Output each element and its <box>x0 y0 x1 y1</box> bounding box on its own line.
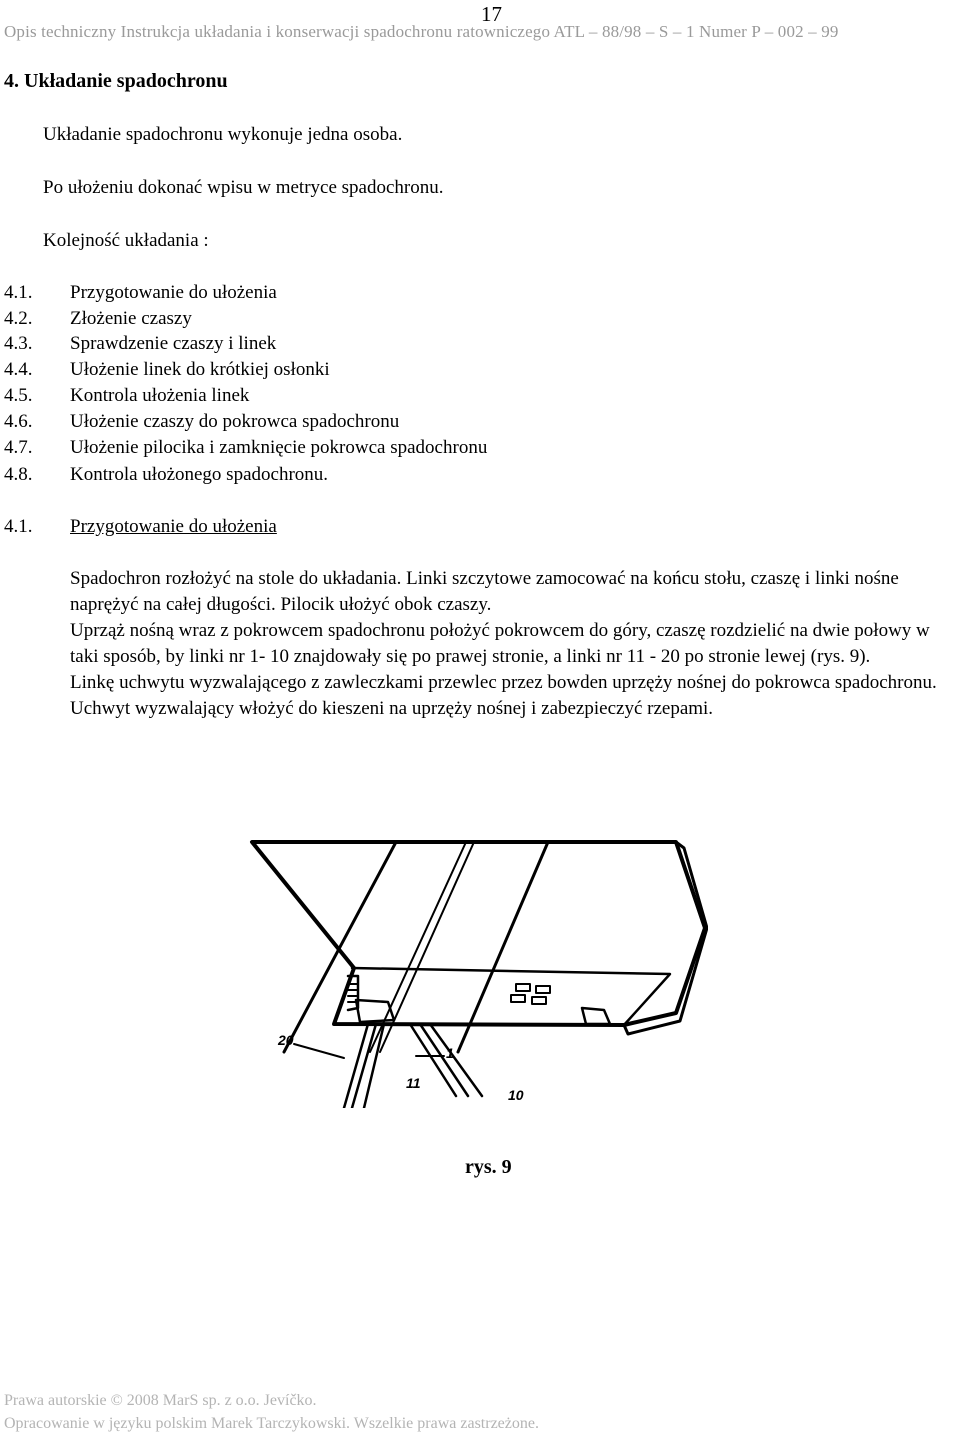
subsection-title: Przygotowanie do ułożenia <box>70 516 277 537</box>
footer-copyright: Prawa autorskie © 2008 MarS sp. z o.o. Jevíčko. <box>4 1392 317 1409</box>
toc-number: 4.2. <box>4 308 33 329</box>
page-number: 17 <box>481 2 502 26</box>
toc-item <box>4 411 399 433</box>
toc-number: 4.7. <box>4 437 33 458</box>
toc-item <box>4 464 328 486</box>
subsection-body <box>70 566 960 722</box>
toc-item <box>4 359 330 381</box>
toc-number: 4.5. <box>4 385 33 406</box>
document-header: Opis techniczny Instrukcja układania i konserwacji spadochronu ratowniczego ATL – 88/98 – S – 1 Numer P – 002 – 99 <box>4 22 839 41</box>
toc-item <box>4 333 276 355</box>
paragraph: Linkę uchwytu wyzwalającego z zawleczkami przewlec przez bowden uprzęży nośnej do pokrowca spadochronu. <box>70 672 937 693</box>
toc-number: 4.8. <box>4 464 33 485</box>
toc-number: 4.1. <box>4 282 33 303</box>
toc-title: Kontrola ułożonego spadochronu. <box>70 464 329 485</box>
toc-item <box>4 282 277 304</box>
section-heading: 4. Układanie spadochronu <box>4 70 228 92</box>
footer-translation: Opracowanie w języku polskim Marek Tarczykowski. Wszelkie prawa zastrzeżone. <box>4 1415 539 1432</box>
toc-item <box>4 385 249 407</box>
toc-number: 4.4. <box>4 359 33 380</box>
subsection-number: 4.1. <box>4 516 33 537</box>
table-diagram <box>248 838 708 1108</box>
toc-number: 4.6. <box>4 411 33 432</box>
toc-title: Ułożenie pilocika i zamknięcie pokrowca spadochronu <box>70 437 488 458</box>
intro-line: Kolejność układania : <box>43 230 209 251</box>
paragraph: Uprząż nośną wraz z pokrowcem spadochronu położyć pokrowcem do góry, czaszę rozdzielić na dwie połowy w taki sposób, by linki nr 1- 10 znajdowały się po prawej stronie, a linki nr 11 - 20 po stronie lewej (rys. 9). <box>70 620 930 667</box>
intro-line: Układanie spadochronu wykonuje jedna osoba. <box>43 124 403 145</box>
intro-line: Po ułożeniu dokonać wpisu w metryce spadochronu. <box>43 177 444 198</box>
toc-item <box>4 308 192 330</box>
toc-title: Przygotowanie do ułożenia <box>70 282 277 303</box>
label-risers: 20 <box>278 1032 294 1048</box>
subsection-heading <box>4 516 277 538</box>
toc-title: Ułożenie czaszy do pokrowca spadochronu <box>70 411 400 432</box>
toc-title: Ułożenie linek do krótkiej osłonki <box>70 359 330 380</box>
paragraph: Spadochron rozłożyć na stole do układania. Linki szczytowe zamocować na końcu stołu, czaszę i linki nośne naprężyć na całej długości. Pilocik ułożyć obok czaszy. <box>70 568 899 615</box>
figure-caption: rys. 9 <box>465 1156 512 1178</box>
toc-title: Kontrola ułożenia linek <box>70 385 250 406</box>
label-line-10: 10 <box>508 1087 524 1103</box>
toc-title: Złożenie czaszy <box>70 308 192 329</box>
label-line-1: 1 <box>446 1045 454 1061</box>
figure-packing-table <box>248 838 708 1113</box>
toc-title: Sprawdzenie czaszy i linek <box>70 333 277 354</box>
label-line-11: 11 <box>406 1075 421 1091</box>
toc-item <box>4 437 487 459</box>
toc-number: 4.3. <box>4 333 33 354</box>
paragraph: Uchwyt wyzwalający włożyć do kieszeni na uprzęży nośnej i zabezpieczyć rzepami. <box>70 698 714 719</box>
